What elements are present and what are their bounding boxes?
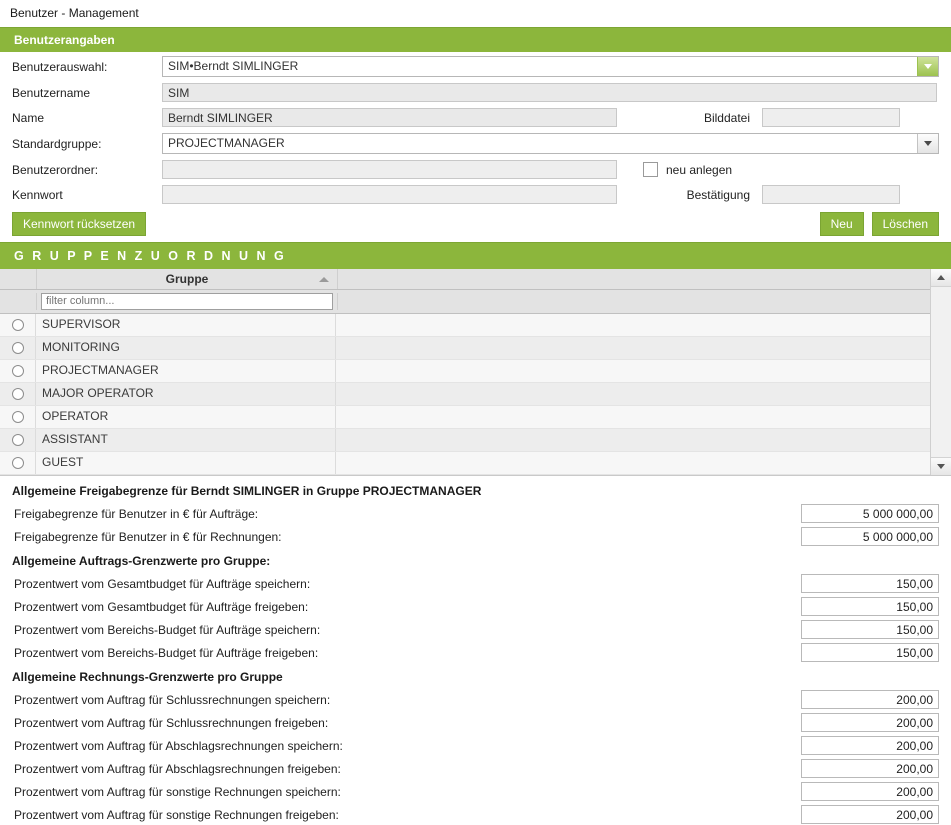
default-group-combo[interactable]	[162, 133, 939, 154]
grid-header-gruppe-label: Gruppe	[165, 272, 209, 286]
image-file-label: Bilddatei	[703, 110, 750, 125]
window-title: Benutzer - Management	[10, 6, 139, 20]
limit-row	[12, 527, 939, 546]
limit-value-field[interactable]: 200,00	[801, 690, 939, 709]
limit-value-field[interactable]: 200,00	[801, 759, 939, 778]
password-row	[12, 185, 939, 204]
row-group-name: GUEST	[36, 452, 336, 474]
grid-filter-gruppe	[37, 293, 338, 310]
arrow-down-icon	[937, 464, 945, 469]
limit-row	[12, 736, 939, 755]
filter-column-input[interactable]	[41, 293, 333, 310]
name-label: Name	[12, 110, 45, 125]
username-field[interactable]: SIM	[162, 83, 937, 102]
user-folder-label: Benutzerordner:	[12, 162, 99, 177]
chevron-down-icon[interactable]	[917, 57, 938, 76]
limit-label: Prozentwert vom Auftrag für Schlussrechnungen speichern:	[14, 692, 331, 707]
limit-label: Prozentwert vom Bereichs-Budget für Aufträge speichern:	[14, 622, 321, 637]
checkbox-icon[interactable]	[643, 162, 658, 177]
grid-filter-select	[0, 293, 37, 310]
row-filler	[336, 429, 930, 451]
limit-label: Freigabegrenze für Benutzer in € für Aufträge:	[14, 506, 259, 521]
row-radio-cell[interactable]	[0, 406, 36, 428]
row-radio-cell[interactable]	[0, 452, 36, 474]
row-filler	[336, 406, 930, 428]
row-group-name: PROJECTMANAGER	[36, 360, 336, 382]
radio-icon[interactable]	[12, 457, 24, 469]
username-row	[12, 83, 939, 102]
name-field[interactable]: Berndt SIMLINGER	[162, 108, 617, 127]
sort-ascending-icon	[319, 277, 329, 282]
row-radio-cell[interactable]	[0, 429, 36, 451]
confirm-field[interactable]	[762, 185, 900, 204]
username-label: Benutzername	[12, 85, 91, 100]
limit-row	[12, 643, 939, 662]
limit-label: Prozentwert vom Auftrag für sonstige Rechnungen freigeben:	[14, 807, 339, 822]
grid-body	[0, 314, 930, 475]
limit-value-field[interactable]: 5 000 000,00	[801, 504, 939, 523]
limit-value-field[interactable]: 200,00	[801, 736, 939, 755]
limit-row	[12, 620, 939, 639]
limit-row	[12, 690, 939, 709]
limit-value-field[interactable]: 150,00	[801, 643, 939, 662]
row-filler	[336, 314, 930, 336]
section-header-group-assignment: G R U P P E N Z U O R D N U N G	[0, 242, 951, 269]
password-field[interactable]	[162, 185, 617, 204]
limit-row	[12, 504, 939, 523]
row-filler	[336, 360, 930, 382]
row-group-name: MONITORING	[36, 337, 336, 359]
grid-header-select	[0, 269, 37, 289]
row-radio-cell[interactable]	[0, 360, 36, 382]
grid-filter-filler	[338, 293, 930, 310]
grid-header-row	[0, 269, 930, 290]
delete-button[interactable]: Löschen	[872, 212, 939, 236]
limit-row	[12, 805, 939, 824]
default-group-row	[12, 133, 939, 154]
default-group-value: PROJECTMANAGER	[168, 136, 285, 150]
radio-icon[interactable]	[12, 388, 24, 400]
row-radio-cell[interactable]	[0, 383, 36, 405]
new-button[interactable]: Neu	[820, 212, 864, 236]
row-filler	[336, 452, 930, 474]
user-folder-row	[12, 160, 939, 179]
table-row[interactable]	[0, 337, 930, 360]
limit-value-field[interactable]: 200,00	[801, 805, 939, 824]
chevron-down-icon[interactable]	[917, 134, 938, 153]
user-folder-field[interactable]	[162, 160, 617, 179]
limit-value-field[interactable]: 5 000 000,00	[801, 527, 939, 546]
limit-label: Prozentwert vom Auftrag für Abschlagsrechnungen freigeben:	[14, 761, 341, 776]
radio-icon[interactable]	[12, 434, 24, 446]
group-grid	[0, 269, 951, 476]
invoices-limits-title: Allgemeine Rechnungs-Grenzwerte pro Gruppe	[12, 670, 283, 684]
grid-header-gruppe[interactable]	[37, 269, 338, 289]
action-button-row	[0, 210, 951, 242]
limit-label: Prozentwert vom Auftrag für sonstige Rechnungen speichern:	[14, 784, 341, 799]
limit-label: Prozentwert vom Auftrag für Schlussrechnungen freigeben:	[14, 715, 329, 730]
row-radio-cell[interactable]	[0, 337, 36, 359]
table-row[interactable]	[0, 314, 930, 337]
radio-icon[interactable]	[12, 365, 24, 377]
name-row	[12, 108, 939, 127]
row-group-name: SUPERVISOR	[36, 314, 336, 336]
row-filler	[336, 337, 930, 359]
limit-label: Freigabegrenze für Benutzer in € für Rechnungen:	[14, 529, 282, 544]
table-row[interactable]	[0, 429, 930, 452]
create-new-checkbox-wrap[interactable]	[643, 162, 732, 177]
limits-panel	[0, 484, 951, 824]
limit-label: Prozentwert vom Gesamtbudget für Aufträge freigeben:	[14, 599, 309, 614]
limit-label: Prozentwert vom Bereichs-Budget für Aufträge freigeben:	[14, 645, 319, 660]
row-group-name: OPERATOR	[36, 406, 336, 428]
default-group-label: Standardgruppe:	[12, 136, 102, 151]
password-label: Kennwort	[12, 187, 63, 202]
grid-filter-row	[0, 290, 930, 314]
grid-header-filler	[338, 269, 930, 289]
orders-limits-title: Allgemeine Auftrags-Grenzwerte pro Gruppe:	[12, 554, 271, 568]
limit-value-field[interactable]: 150,00	[801, 597, 939, 616]
limit-value-field[interactable]: 150,00	[801, 574, 939, 593]
user-select-label: Benutzerauswahl:	[12, 59, 108, 74]
user-select-value: SIM•Berndt SIMLINGER	[168, 59, 299, 73]
scroll-up-button[interactable]	[931, 269, 951, 287]
limit-row	[12, 782, 939, 801]
table-row[interactable]	[0, 406, 930, 429]
row-filler	[336, 383, 930, 405]
limit-value-field[interactable]: 150,00	[801, 620, 939, 639]
arrow-up-icon	[937, 275, 945, 280]
reset-password-button[interactable]: Kennwort rücksetzen	[12, 212, 146, 236]
user-select-combo[interactable]	[162, 56, 939, 77]
general-limits-title: Allgemeine Freigabegrenze für Berndt SIMLINGER in Gruppe PROJECTMANAGER	[12, 484, 482, 498]
radio-icon[interactable]	[12, 342, 24, 354]
user-select-row	[12, 56, 939, 77]
row-group-name: MAJOR OPERATOR	[36, 383, 336, 405]
user-data-form	[0, 52, 951, 204]
limit-row	[12, 574, 939, 593]
limit-row	[12, 597, 939, 616]
table-row[interactable]	[0, 452, 930, 475]
image-file-field[interactable]	[762, 108, 900, 127]
radio-icon[interactable]	[12, 411, 24, 423]
scroll-down-button[interactable]	[931, 457, 951, 475]
limit-value-field[interactable]: 200,00	[801, 713, 939, 732]
radio-icon[interactable]	[12, 319, 24, 331]
section-header-user-data: Benutzerangaben	[0, 27, 951, 52]
limit-label: Prozentwert vom Gesamtbudget für Aufträge speichern:	[14, 576, 311, 591]
limit-row	[12, 759, 939, 778]
grid-scrollbar[interactable]	[930, 269, 951, 475]
limit-label: Prozentwert vom Auftrag für Abschlagsrechnungen speichern:	[14, 738, 343, 753]
group-grid-table	[0, 269, 930, 475]
confirm-label: Bestätigung	[686, 187, 750, 202]
table-row[interactable]	[0, 360, 930, 383]
create-new-label: neu anlegen	[666, 162, 733, 177]
table-row[interactable]	[0, 383, 930, 406]
row-group-name: ASSISTANT	[36, 429, 336, 451]
row-radio-cell[interactable]	[0, 314, 36, 336]
limit-value-field[interactable]: 200,00	[801, 782, 939, 801]
limit-row	[12, 713, 939, 732]
